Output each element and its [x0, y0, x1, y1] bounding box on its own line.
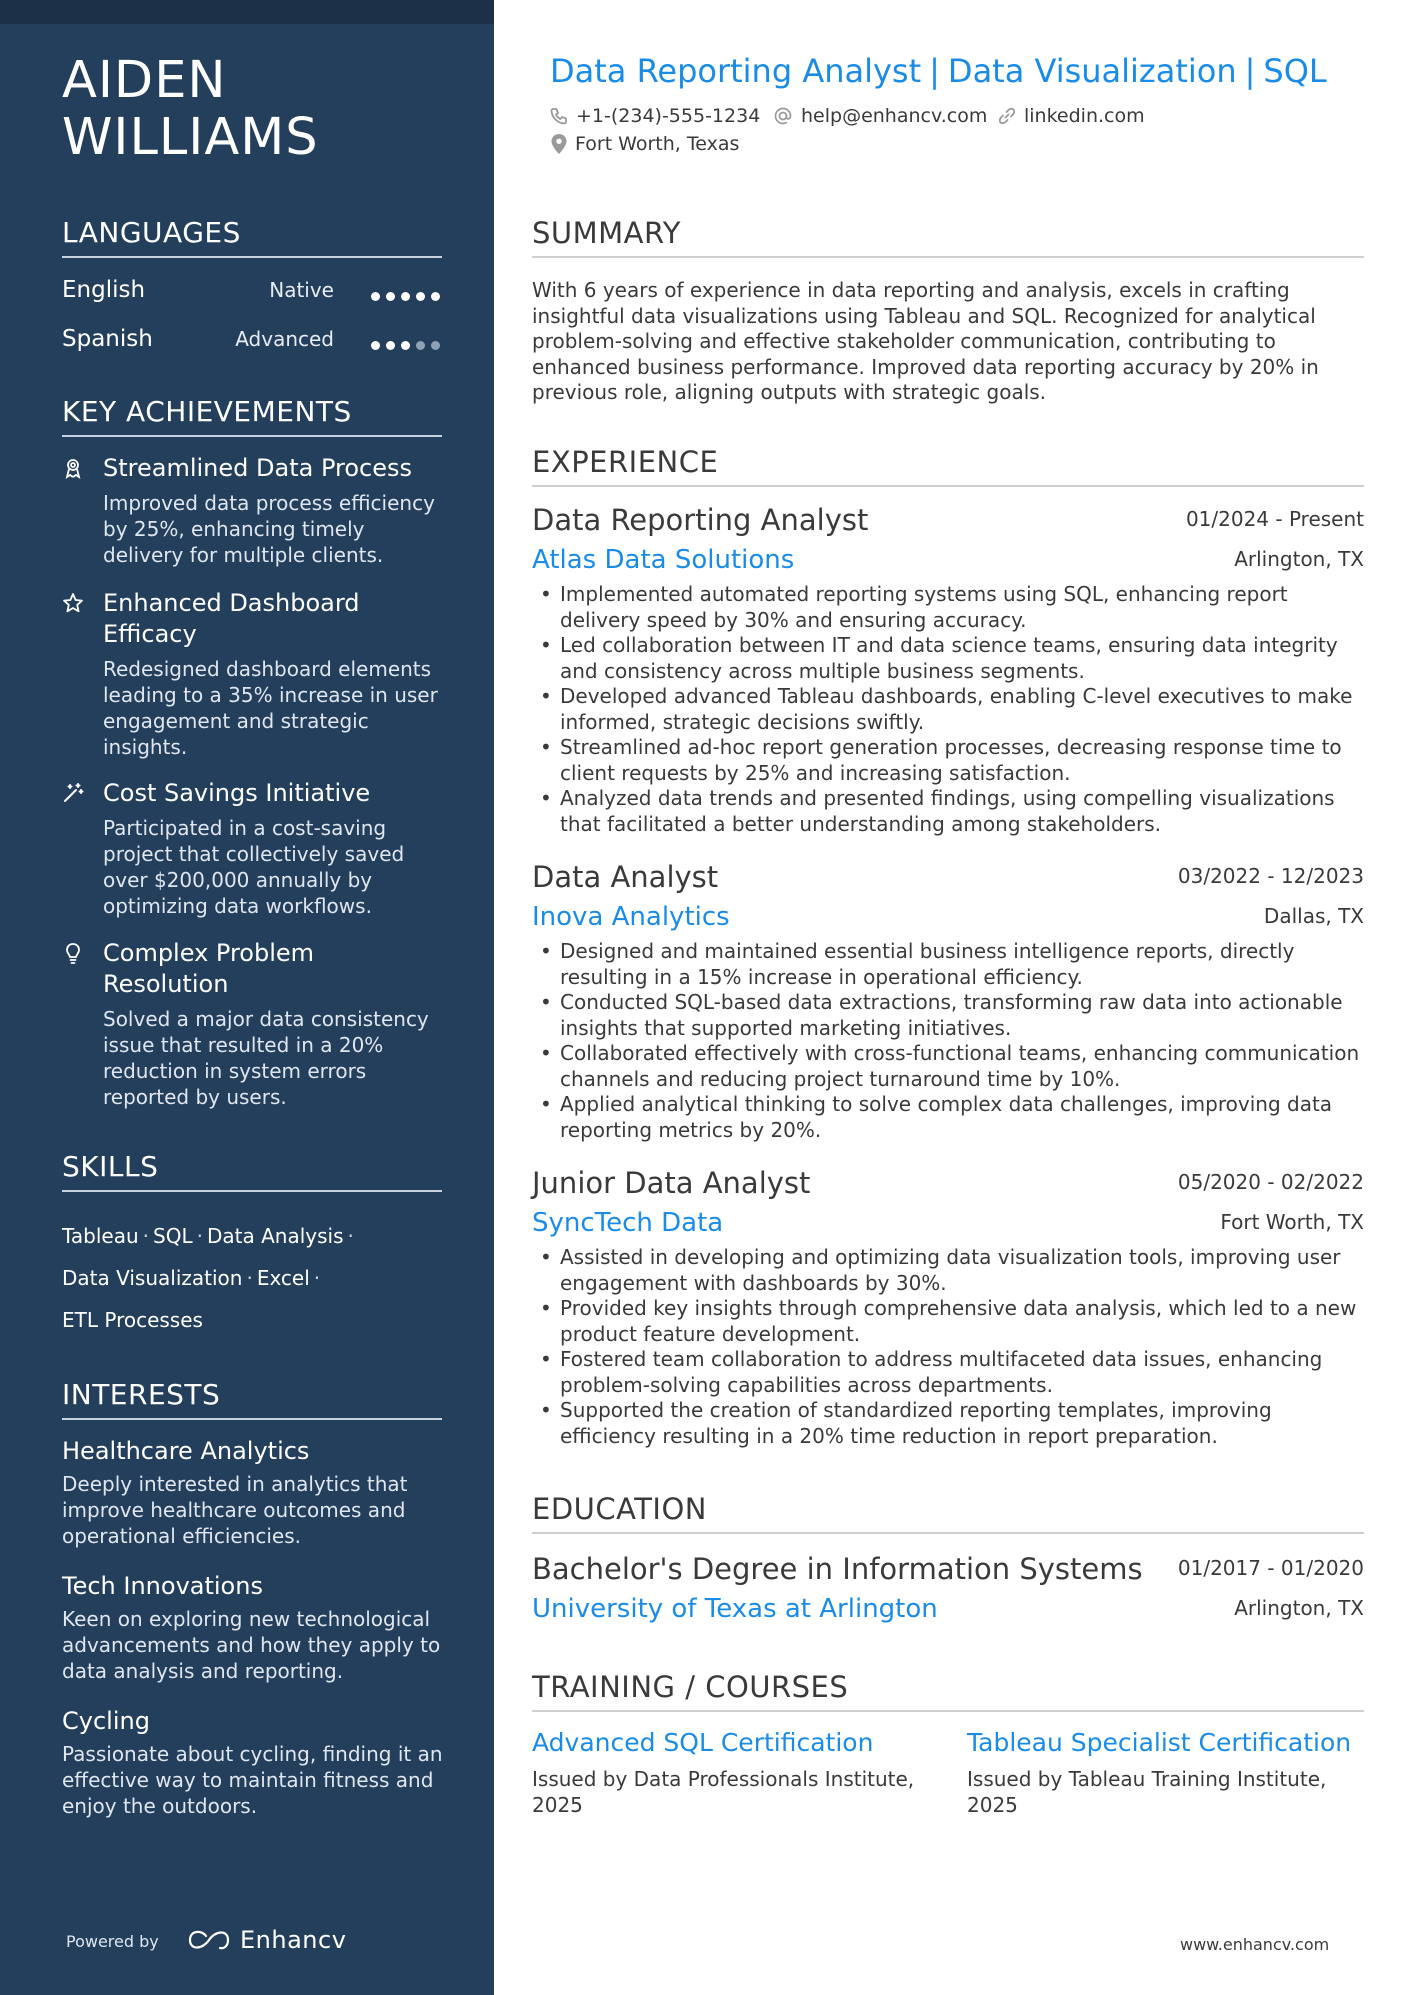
- achievement-title: Streamlined Data Process: [103, 454, 412, 482]
- job-entry: [532, 1163, 1364, 1449]
- job-bullets: [532, 939, 1364, 1143]
- achievement-item: [62, 588, 444, 760]
- job-entry: [532, 857, 1364, 1143]
- job-bullet: • Designed and maintained essential business intelligence reports, directly resulting in a 15% increase in operational efficiency.: [560, 939, 1364, 990]
- candidate-name: [62, 52, 462, 166]
- enhancv-logo-text: Enhancv: [240, 1926, 347, 1954]
- contact-location: [551, 131, 739, 157]
- job-dates: 01/2024 - Present: [1185, 507, 1364, 531]
- job-bullet: • Conducted SQL-based data extractions, transforming raw data into actionable insights that supported marketing initiatives.: [560, 990, 1364, 1041]
- email-text: help@enhancv.com: [801, 105, 988, 127]
- magic-wand-icon: [62, 782, 84, 804]
- language-proficiency-dots: [365, 286, 440, 296]
- interest-description: Deeply interested in analytics that improve healthcare outcomes and operational efficiencies.: [62, 1472, 408, 1548]
- skills-list: [62, 1215, 444, 1341]
- skill-tag: SQL: [153, 1224, 193, 1248]
- skills-heading: SKILLS: [62, 1148, 442, 1192]
- language-name: English: [62, 277, 146, 303]
- achievement-item: [62, 778, 444, 919]
- phone-icon: [550, 107, 568, 125]
- job-bullet: • Collaborated effectively with cross-functional teams, enhancing communication channels and reducing project turnaround time by 10%.: [560, 1041, 1364, 1092]
- achievement-description: Redesigned dashboard elements leading to a 35% increase in user engagement and strategic insights.: [103, 657, 438, 759]
- job-bullet: • Led collaboration between IT and data science teams, ensuring data integrity and consistency across multiple business segments.: [560, 633, 1364, 684]
- award-icon: [62, 457, 84, 479]
- skill-tag: Excel: [256, 1266, 310, 1290]
- headline-role: SQL: [1263, 52, 1327, 90]
- job-company[interactable]: SyncTech Data: [532, 1208, 724, 1238]
- powered-by-label: Powered by: [66, 1932, 159, 1951]
- proficiency-dot-filled: [416, 292, 425, 301]
- course-description: Issued by Data Professionals Institute, 2025: [532, 1767, 915, 1817]
- job-company[interactable]: Atlas Data Solutions: [532, 545, 795, 575]
- job-title: Data Reporting Analyst: [532, 503, 869, 537]
- interest-item: [62, 1705, 444, 1819]
- job-title: Junior Data Analyst: [532, 1166, 811, 1200]
- job-location: Fort Worth, TX: [1220, 1210, 1364, 1234]
- language-proficiency-dots: [365, 335, 440, 345]
- job-bullet: • Provided key insights through comprehensive data analysis, which led to a new product feature development.: [560, 1296, 1364, 1347]
- proficiency-dot-filled: [371, 341, 380, 350]
- proficiency-dot-filled: [401, 341, 410, 350]
- skill-tag: Data Visualization: [62, 1266, 243, 1290]
- contact-phone[interactable]: [550, 103, 760, 129]
- education-location: Arlington, TX: [1234, 1596, 1364, 1620]
- summary-heading: SUMMARY: [532, 214, 1364, 258]
- interest-title: Healthcare Analytics: [62, 1437, 310, 1465]
- contact-linkedin[interactable]: [998, 103, 1145, 129]
- training-heading: TRAINING / COURSES: [532, 1668, 1364, 1712]
- job-bullet: • Analyzed data trends and presented findings, using compelling visualizations that facilitated a better understanding among stakeholders.: [560, 786, 1364, 837]
- lightbulb-icon: [62, 942, 84, 964]
- job-bullet: • Streamlined ad-hoc report generation processes, decreasing response time to client requests by 25% and increasing satisfaction.: [560, 735, 1364, 786]
- job-dates: 05/2020 - 02/2022: [1177, 1170, 1364, 1194]
- interest-item: [62, 1435, 444, 1549]
- footer-website[interactable]: www.enhancv.com: [1180, 1935, 1330, 1954]
- sidebar-top-bar: [0, 0, 494, 24]
- achievement-description: Participated in a cost-saving project that collectively saved over $200,000 annually by optimizing data workflows.: [103, 816, 405, 918]
- skill-tag: ETL Processes: [62, 1308, 203, 1332]
- headline: Data Reporting Analyst | Data Visualization | SQL: [550, 52, 1327, 90]
- proficiency-dot-filled: [386, 292, 395, 301]
- headline-role: Data Visualization: [947, 52, 1237, 90]
- achievement-item: [62, 938, 444, 1110]
- proficiency-dot-filled: [401, 292, 410, 301]
- phone-text: +1-(234)-555-1234: [576, 105, 761, 127]
- achievement-description: Improved data process efficiency by 25%, enhancing timely delivery for multiple clients.: [103, 491, 435, 567]
- education-dates: 01/2017 - 01/2020: [1177, 1556, 1364, 1580]
- name-last: WILLIAMS: [62, 108, 319, 167]
- proficiency-dot-empty: [416, 341, 425, 350]
- achievement-item: [62, 453, 444, 568]
- job-bullet: • Assisted in developing and optimizing data visualization tools, improving user engagement with dashboards by 30%.: [560, 1245, 1364, 1296]
- achievement-description: Solved a major data consistency issue that resulted in a 20% reduction in system errors reported by users.: [103, 1007, 429, 1109]
- language-name: Spanish: [62, 326, 153, 352]
- school-name[interactable]: University of Texas at Arlington: [532, 1594, 938, 1624]
- job-bullet: • Fostered team collaboration to address multifaceted data issues, enhancing problem-solving capabilities across departments.: [560, 1347, 1364, 1398]
- location-pin-icon: [551, 134, 567, 154]
- skills-line: [62, 1299, 444, 1341]
- achievement-title: Complex Problem Resolution: [103, 939, 315, 998]
- interests-heading: INTERESTS: [62, 1376, 442, 1420]
- interest-item: [62, 1570, 444, 1684]
- degree-title: Bachelor's Degree in Information Systems: [532, 1552, 1143, 1586]
- job-location: Dallas, TX: [1263, 904, 1364, 928]
- job-bullets: [532, 582, 1364, 837]
- interest-title: Tech Innovations: [62, 1572, 263, 1600]
- linkedin-text: linkedin.com: [1024, 105, 1145, 127]
- job-company[interactable]: Inova Analytics: [532, 902, 730, 932]
- job-title: Data Analyst: [532, 860, 719, 894]
- contact-email[interactable]: [773, 103, 987, 129]
- proficiency-dot-filled: [386, 341, 395, 350]
- achievements-heading: KEY ACHIEVEMENTS: [62, 393, 442, 437]
- job-bullet: • Supported the creation of standardized reporting templates, improving efficiency resulting in a 20% time reduction in report preparation.: [560, 1398, 1364, 1449]
- course-description: Issued by Tableau Training Institute, 2025: [967, 1767, 1327, 1817]
- proficiency-dot-filled: [431, 292, 440, 301]
- language-row: [62, 274, 442, 306]
- language-row: [62, 323, 442, 355]
- course-item: [967, 1726, 1367, 1818]
- job-bullets: [532, 1245, 1364, 1449]
- interest-description: Passionate about cycling, finding it an effective way to maintain fitness and enjoy the outdoors.: [62, 1742, 443, 1818]
- skills-line: Tableau · SQL · Data Analysis ·: [62, 1224, 354, 1248]
- job-entry: [532, 500, 1364, 837]
- skills-line: Data Visualization · Excel ·: [62, 1266, 321, 1290]
- summary-text: With 6 years of experience in data reporting and analysis, excels in crafting insightful data visualizations using Tableau and SQL. Recognized for analytical problem-solving and effective stakeholder communication, contributing to enhanced business performance. Improved data reporting accuracy by 20% in previous role, aligning outputs with strategic goals.: [532, 278, 1319, 404]
- course-title[interactable]: Advanced SQL Certification: [532, 1728, 874, 1757]
- course-title[interactable]: Tableau Specialist Certification: [967, 1728, 1352, 1757]
- skill-tag: Tableau: [62, 1224, 139, 1248]
- course-item: [532, 1726, 932, 1818]
- job-bullet: • Developed advanced Tableau dashboards, enabling C-level executives to make informed, strategic decisions swiftly.: [560, 684, 1364, 735]
- interest-description: Keen on exploring new technological advancements and how they apply to data analysis and reporting.: [62, 1607, 441, 1683]
- star-icon: [62, 592, 84, 614]
- experience-heading: EXPERIENCE: [532, 443, 1364, 487]
- at-sign-icon: [773, 106, 793, 126]
- enhancv-logo-icon: [186, 1928, 232, 1952]
- name-first: AIDEN: [62, 51, 227, 110]
- education-entry: [532, 1549, 1364, 1629]
- interest-title: Cycling: [62, 1707, 150, 1735]
- proficiency-dot-filled: [371, 292, 380, 301]
- language-level: Native: [269, 278, 334, 302]
- job-bullet: • Implemented automated reporting systems using SQL, enhancing report delivery speed by 30% and ensuring accuracy.: [560, 582, 1364, 633]
- enhancv-logo[interactable]: [186, 1922, 346, 1958]
- sidebar: [0, 0, 494, 1995]
- achievement-title: Enhanced Dashboard Efficacy: [103, 589, 360, 648]
- headline-role: Data Reporting Analyst: [550, 52, 922, 90]
- skill-tag: Data Analysis: [206, 1224, 344, 1248]
- link-icon: [998, 107, 1016, 125]
- achievement-title: Cost Savings Initiative: [103, 779, 371, 807]
- language-level: Advanced: [235, 327, 334, 351]
- location-text: Fort Worth, Texas: [575, 133, 740, 155]
- languages-heading: LANGUAGES: [62, 214, 442, 258]
- education-heading: EDUCATION: [532, 1490, 1364, 1534]
- job-dates: 03/2022 - 12/2023: [1177, 864, 1364, 888]
- job-location: Arlington, TX: [1234, 547, 1364, 571]
- job-bullet: • Applied analytical thinking to solve complex data challenges, improving data reporting metrics by 20%.: [560, 1092, 1364, 1143]
- proficiency-dot-empty: [431, 341, 440, 350]
